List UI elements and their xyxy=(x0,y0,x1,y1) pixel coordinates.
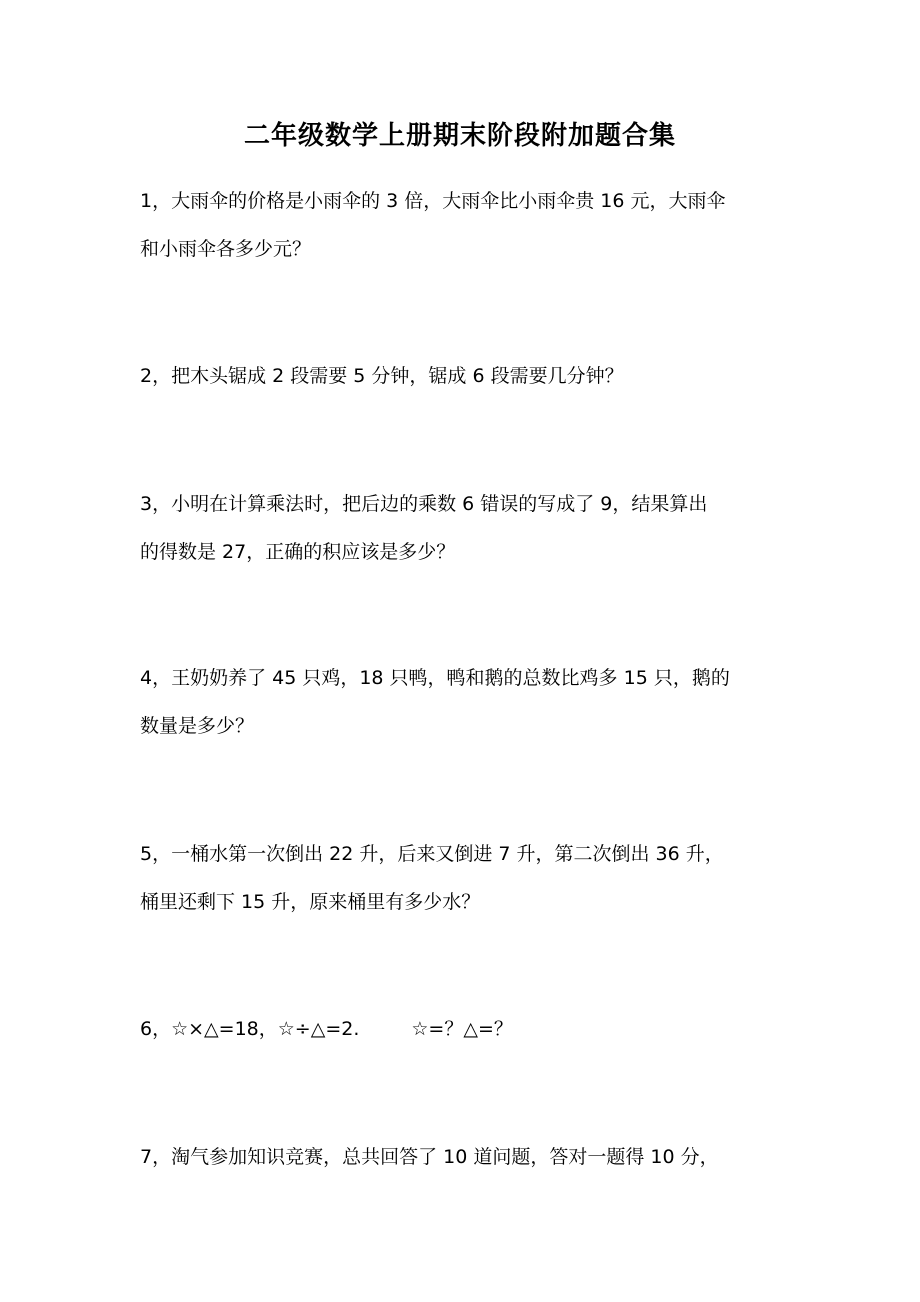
question-6-equation: 6，☆×△=18，☆÷△=2. xyxy=(140,1018,360,1040)
question-6 xyxy=(140,1005,800,1053)
question-4-line-2: 数量是多少？ xyxy=(140,715,255,737)
question-5 xyxy=(140,830,800,926)
question-2-line-1: 2，把木头锯成 2 段需要 5 分钟，锯成 6 段需要几分钟？ xyxy=(140,365,624,387)
question-2 xyxy=(140,352,800,400)
question-7 xyxy=(140,1133,800,1181)
question-7-line-1: 7，淘气参加知识竞赛，总共回答了 10 道问题，答对一题得 10 分， xyxy=(140,1146,719,1168)
question-1-line-1: 1，大雨伞的价格是小雨伞的 3 倍，大雨伞比小雨伞贵 16 元，大雨伞 xyxy=(140,190,726,212)
question-1 xyxy=(140,177,800,273)
question-4 xyxy=(140,654,800,750)
question-3-line-1: 3，小明在计算乘法时，把后边的乘数 6 错误的写成了 9，结果算出 xyxy=(140,493,708,515)
question-6-ask: ☆=？△=？ xyxy=(411,1018,513,1040)
question-5-line-1: 5，一桶水第一次倒出 22 升，后来又倒进 7 升，第二次倒出 36 升， xyxy=(140,843,724,865)
question-3-line-2: 的得数是 27，正确的积应该是多少？ xyxy=(140,541,456,563)
question-1-line-2: 和小雨伞各多少元？ xyxy=(140,238,312,260)
document-title: 二年级数学上册期末阶段附加题合集 xyxy=(243,121,676,151)
question-4-line-1: 4，王奶奶养了 45 只鸡，18 只鸭，鸭和鹅的总数比鸡多 15 只，鹅的 xyxy=(140,667,730,689)
question-5-line-2: 桶里还剩下 15 升，原来桶里有多少水？ xyxy=(140,891,481,913)
question-3 xyxy=(140,480,800,576)
